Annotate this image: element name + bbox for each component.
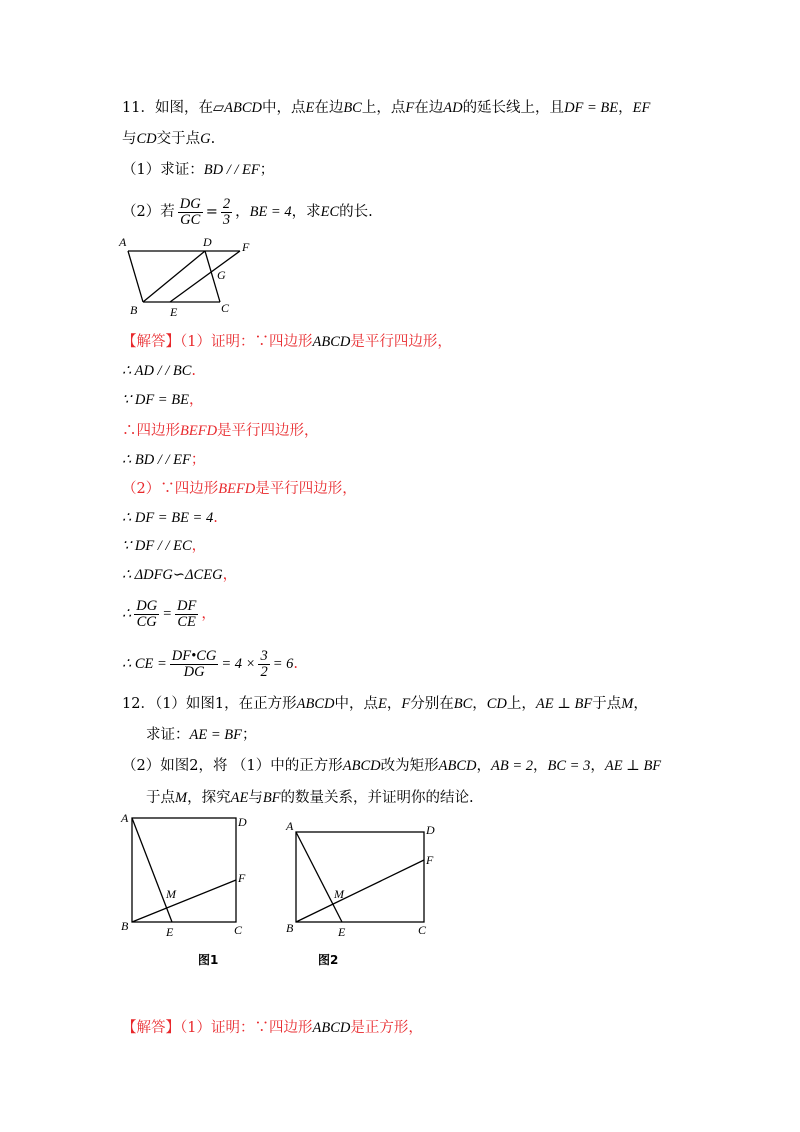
fig2-label-e: E [338,925,346,939]
fig11-label-a: A [119,235,127,249]
fig1-label-a: A [121,812,129,825]
fig11-label-f: F [242,240,250,254]
sol11-line-5: ∴ BD / / EF； [122,452,206,468]
sol11-line-1: 【解答】（1）证明：∵四边形ABCD是平行四边形， [122,334,452,350]
problem-number: 12． [122,696,155,712]
fig2-label-m: M [334,887,344,901]
sol11-line-3: ∵ DF = BE， [122,392,204,408]
fraction-two-thirds: $\frac{2}{3}$ [222,195,231,228]
p11-line-1: 11．如图，在▱ABCD中，点E在边BC上，点F在边AD的延长线上，且DF = BE，EF [122,100,651,116]
figure-parallelogram [118,234,258,322]
fig2-label-d: D [426,823,435,837]
sol11-line-2: ∴ AD / / BC. [122,363,196,379]
fraction-dg-gc: $\frac{DG}{GC}$ [179,195,201,228]
sol11-line-6: （2）∵四边形BEFD是平行四边形， [122,481,357,497]
fig11-label-b: B [130,303,138,317]
fig11-label-g: G [217,268,226,282]
fig1-label-m: M [166,887,176,901]
fig1-label-c: C [234,923,243,937]
p11-line-2: 与CD交于点G. [122,131,216,147]
fig2-label-c: C [418,923,427,937]
solution-heading: 【解答】 [122,1020,180,1036]
fig1-label-e: E [166,925,174,939]
line-ae [296,832,342,922]
sol11-line-7: ∴ DF = BE = 4. [122,510,218,526]
fig1-caption: 图1 [198,953,219,967]
fig2-label-a: A [286,819,294,833]
fig2-label-f: F [426,853,434,867]
square-abcd [132,818,236,922]
p12-line-1: 12．（1）如图1，在正方形ABCD中，点E，F分别在BC，CD上，AE ⊥ BF于点M， [122,696,648,712]
sol11-line-11: ∴ CE = $\frac{DF•CG}{DG}$ = 4 × $\frac{3}{2}$ = 6. [122,647,298,680]
p12-line-3: （2）如图2，将 （1）中的正方形ABCD改为矩形ABCD，AB = 2，BC = 3，AE ⊥ BF [122,758,662,774]
figure-2-rectangle [282,812,442,972]
rectangle-abcd [296,832,424,922]
problem-number: 11． [122,100,155,116]
fig1-label-f: F [238,871,246,885]
p11-part2: （2）若 $\frac{DG}{GC}$ = $\frac{2}{3}$ ，BE = 4，求EC的长. [122,195,373,228]
fig1-label-d: D [238,815,247,829]
sol12-line-1: 【解答】（1）证明：∵四边形ABCD是正方形， [122,1020,423,1036]
figure-1-square [118,812,258,972]
fig11-label-c: C [221,301,230,315]
fig1-label-b: B [121,919,129,933]
solution-heading: 【解答】 [122,334,180,350]
fig2-label-b: B [286,921,294,935]
p12-line-2: 求证：AE = BF； [146,727,257,743]
p12-line-4: 于点M，探究AE与BF的数量关系，并证明你的结论. [146,790,474,806]
line-ab [128,251,143,302]
fig11-label-e: E [170,305,178,319]
line-bd [143,251,205,302]
fig2-caption: 图2 [318,953,339,967]
sol11-line-8: ∵ DF / / EC， [122,538,207,554]
sol11-line-9: ∴ ΔDFG∽ΔCEG， [122,567,238,583]
sol11-line-4: ∴四边形BEFD是平行四边形， [122,423,319,439]
p11-part1: （1）求证：BD / / EF； [122,162,275,178]
line-ae [132,818,172,922]
line-ef [170,251,240,302]
line-bf [132,880,236,922]
fig11-label-d: D [203,235,212,249]
sol11-line-10: ∴ $\frac{DG}{CG}$ = $\frac{DF}{CE}$ ， [122,597,216,630]
